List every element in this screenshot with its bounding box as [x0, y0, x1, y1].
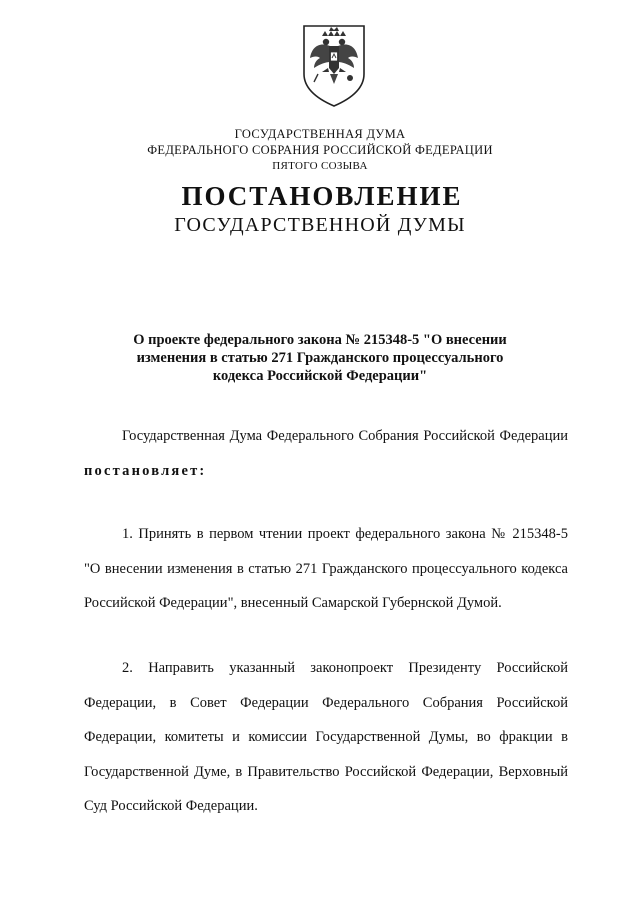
org-line-1: ГОСУДАРСТВЕННАЯ ДУМА	[234, 127, 406, 141]
convocation-line: ПЯТОГО СОЗЫВА	[272, 160, 368, 172]
document-type-title: ПОСТАНОВЛЕНИЕ	[181, 181, 463, 211]
resolves-verb: постановляет:	[84, 462, 207, 479]
org-line-2: ФЕДЕРАЛЬНОГО СОБРАНИЯ РОССИЙСКОЙ ФЕДЕРАЦИИ	[147, 143, 493, 157]
resolution-item-1: 1. Принять в первом чтении проект федерального закона № 215348-5 "О внесении изменения в статью 271 Гражданского процессуального кодекса Российской Федерации", внесенный Самарской Губернской Думой.	[84, 526, 568, 611]
intro-text: Государственная Дума Федерального Собрания Российской Федерации	[122, 428, 568, 444]
coat-of-arms-icon	[300, 22, 368, 108]
resolution-subject: О проекте федерального закона № 215348-5 "О внесении изменения в статью 271 Гражданского процессуального кодекса Российской Федерации"	[133, 332, 507, 384]
intro-paragraph	[84, 419, 568, 488]
document-subtitle: ГОСУДАРСТВЕННОЙ ДУМЫ	[174, 214, 466, 236]
resolution-item-2: 2. Направить указанный законопроект Президенту Российской Федерации, в Совет Федерации Федерального Собрания Российской Федерации, комитеты и комиссии Государственной Думы, во фракции в Государственной Думе, в Правительство Российской Федерации, Верховный Суд Российской Федерации.	[84, 660, 568, 814]
